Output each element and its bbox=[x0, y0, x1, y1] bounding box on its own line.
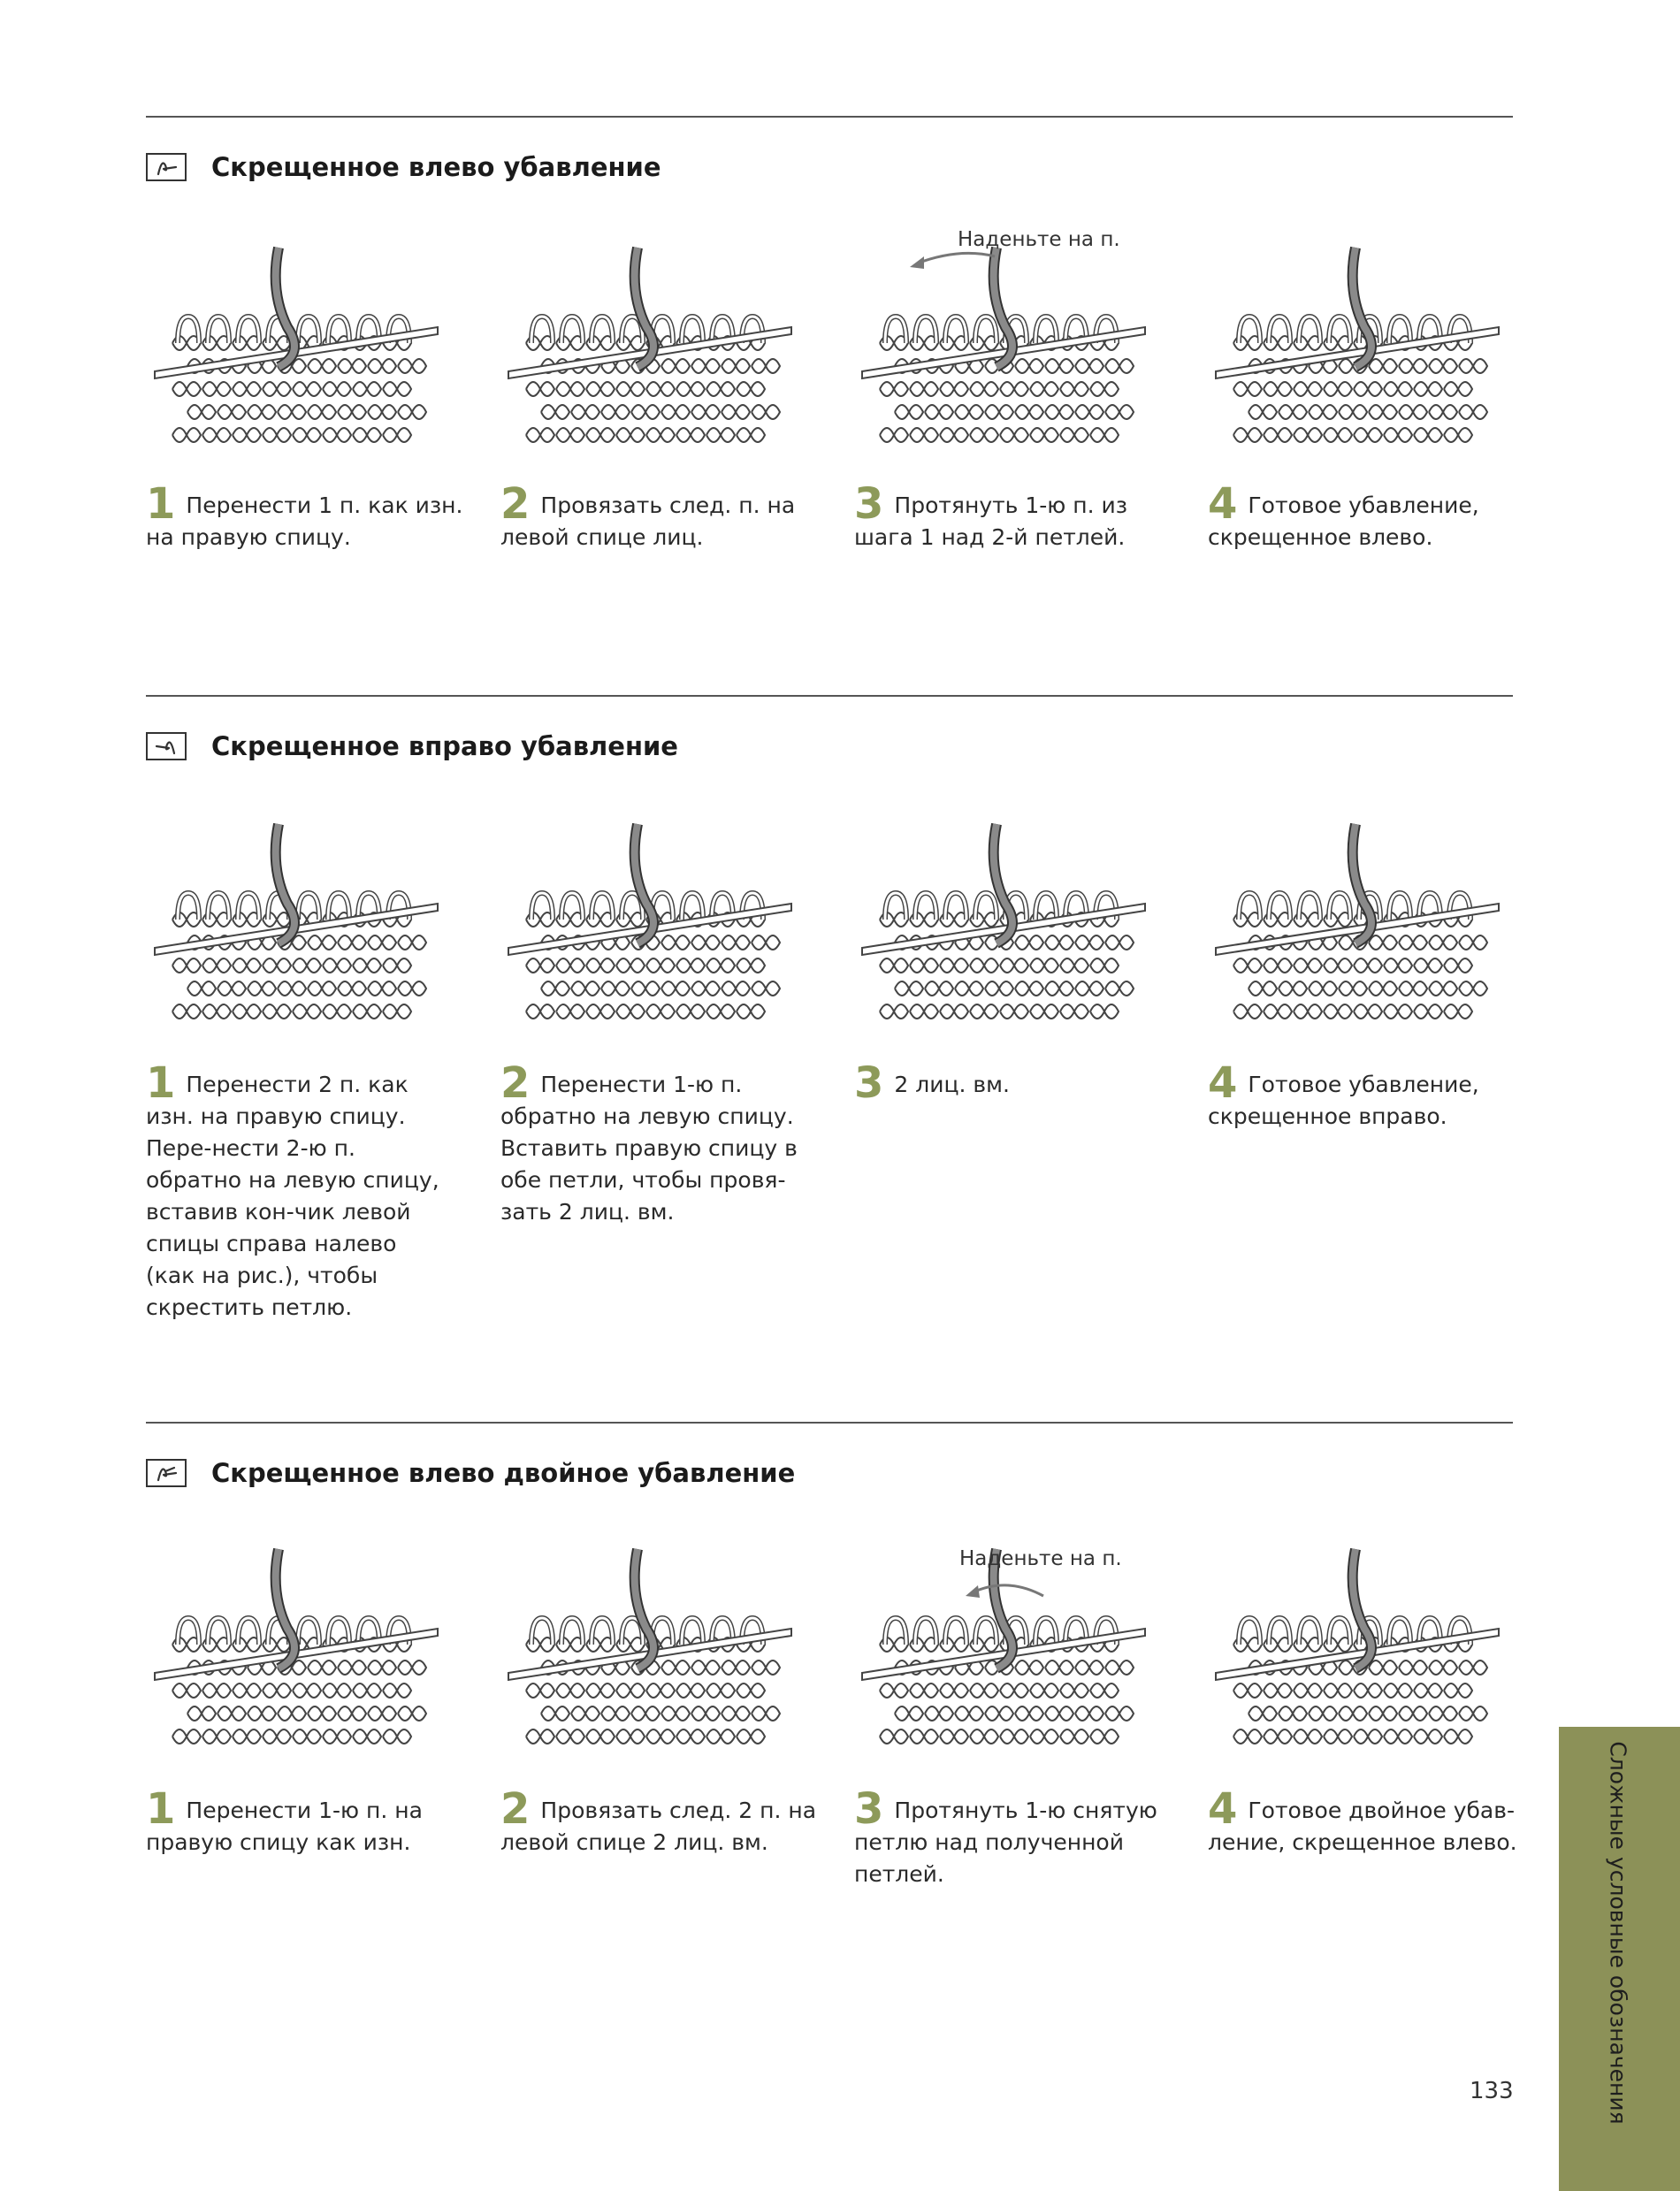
step-number: 3 bbox=[854, 479, 884, 529]
step-text: Провязать след. 2 п. на левой спице 2 лиц. вм. bbox=[500, 1798, 817, 1855]
step-number: 3 bbox=[854, 1784, 884, 1834]
section-divider bbox=[146, 116, 1513, 118]
step-text: Перенести 2 п. как изн. на правую спицу. Пере-нести 2-ю п. обратно на левую спицу, вставив кон-чик левой спицы справа налево (как на рис.), чтобы скрестить петлю. bbox=[146, 1072, 439, 1320]
step-caption bbox=[146, 1058, 451, 1324]
knitting-illustration bbox=[500, 239, 800, 477]
left-cross-symbol-icon bbox=[146, 153, 187, 181]
step-text: Готовое двойное убав-ление, скрещенное влево. bbox=[1208, 1798, 1517, 1855]
step-text: Протянуть 1-ю п. из шага 1 над 2-й петлей. bbox=[854, 492, 1128, 550]
step-text: Перенести 1-ю п. обратно на левую спицу. Вставить правую спицу в обе петли, чтобы провя-зать 2 лиц. вм. bbox=[500, 1072, 798, 1225]
step-text: 2 лиц. вм. bbox=[894, 1072, 1010, 1097]
callout-put-on-needle bbox=[920, 1543, 1185, 1614]
knitting-illustration bbox=[1207, 1540, 1508, 1779]
step-caption bbox=[500, 1784, 828, 1859]
step-number: 2 bbox=[500, 479, 531, 529]
page-number: 133 bbox=[1470, 2078, 1514, 2104]
step-text: Готовое убавление, скрещенное влево. bbox=[1208, 492, 1479, 550]
step-number: 4 bbox=[1208, 479, 1238, 529]
step-caption bbox=[1208, 1058, 1535, 1133]
step-text: Перенести 1-ю п. на правую спицу как изн. bbox=[146, 1798, 423, 1855]
section-header bbox=[146, 149, 661, 185]
callout-put-on-needle bbox=[897, 221, 1163, 283]
step-text: Перенести 1 п. как изн. на правую спицу. bbox=[146, 492, 463, 550]
left-cross-double-symbol-icon bbox=[146, 1459, 187, 1487]
knitting-illustration bbox=[146, 1540, 447, 1779]
callout-text: Наденьте на п. bbox=[958, 228, 1120, 251]
step-caption bbox=[854, 1058, 1181, 1108]
section-header bbox=[146, 1455, 795, 1491]
step-text: Провязать след. п. на левой спице лиц. bbox=[500, 492, 796, 550]
step-caption bbox=[500, 1058, 806, 1228]
section-title: Скрещенное влево убавление bbox=[211, 152, 661, 182]
knitting-illustration bbox=[1207, 815, 1508, 1054]
knitting-illustration bbox=[853, 815, 1154, 1054]
section-header bbox=[146, 729, 678, 764]
step-number: 3 bbox=[854, 1058, 884, 1108]
step-number: 1 bbox=[146, 1058, 176, 1108]
section-divider bbox=[146, 1422, 1513, 1424]
section-title: Скрещенное влево двойное убавление bbox=[211, 1458, 796, 1488]
step-caption bbox=[1208, 1784, 1535, 1859]
knitting-illustration bbox=[500, 1540, 800, 1779]
step-caption bbox=[1208, 479, 1535, 553]
step-caption bbox=[854, 1784, 1181, 1890]
step-caption bbox=[854, 479, 1181, 553]
section-title: Скрещенное вправо убавление bbox=[211, 731, 678, 761]
step-number: 4 bbox=[1208, 1784, 1238, 1834]
step-caption bbox=[146, 1784, 473, 1859]
step-text: Протянуть 1-ю снятую петлю над полученной петлей. bbox=[854, 1798, 1157, 1887]
step-number: 2 bbox=[500, 1784, 531, 1834]
callout-text: Наденьте на п. bbox=[959, 1547, 1122, 1570]
step-text: Готовое убавление, скрещенное вправо. bbox=[1208, 1072, 1479, 1129]
step-caption bbox=[146, 479, 473, 553]
step-number: 1 bbox=[146, 1784, 176, 1834]
knitting-illustration bbox=[146, 239, 447, 477]
chapter-tab-label: Сложные условные обозначения bbox=[1605, 1741, 1631, 2125]
knitting-illustration bbox=[146, 815, 447, 1054]
right-cross-symbol-icon bbox=[146, 732, 187, 760]
section-divider bbox=[146, 695, 1513, 697]
step-caption bbox=[500, 479, 828, 553]
step-number: 2 bbox=[500, 1058, 531, 1108]
step-number: 4 bbox=[1208, 1058, 1238, 1108]
knitting-illustration bbox=[1207, 239, 1508, 477]
step-number: 1 bbox=[146, 479, 176, 529]
knitting-illustration bbox=[500, 815, 800, 1054]
